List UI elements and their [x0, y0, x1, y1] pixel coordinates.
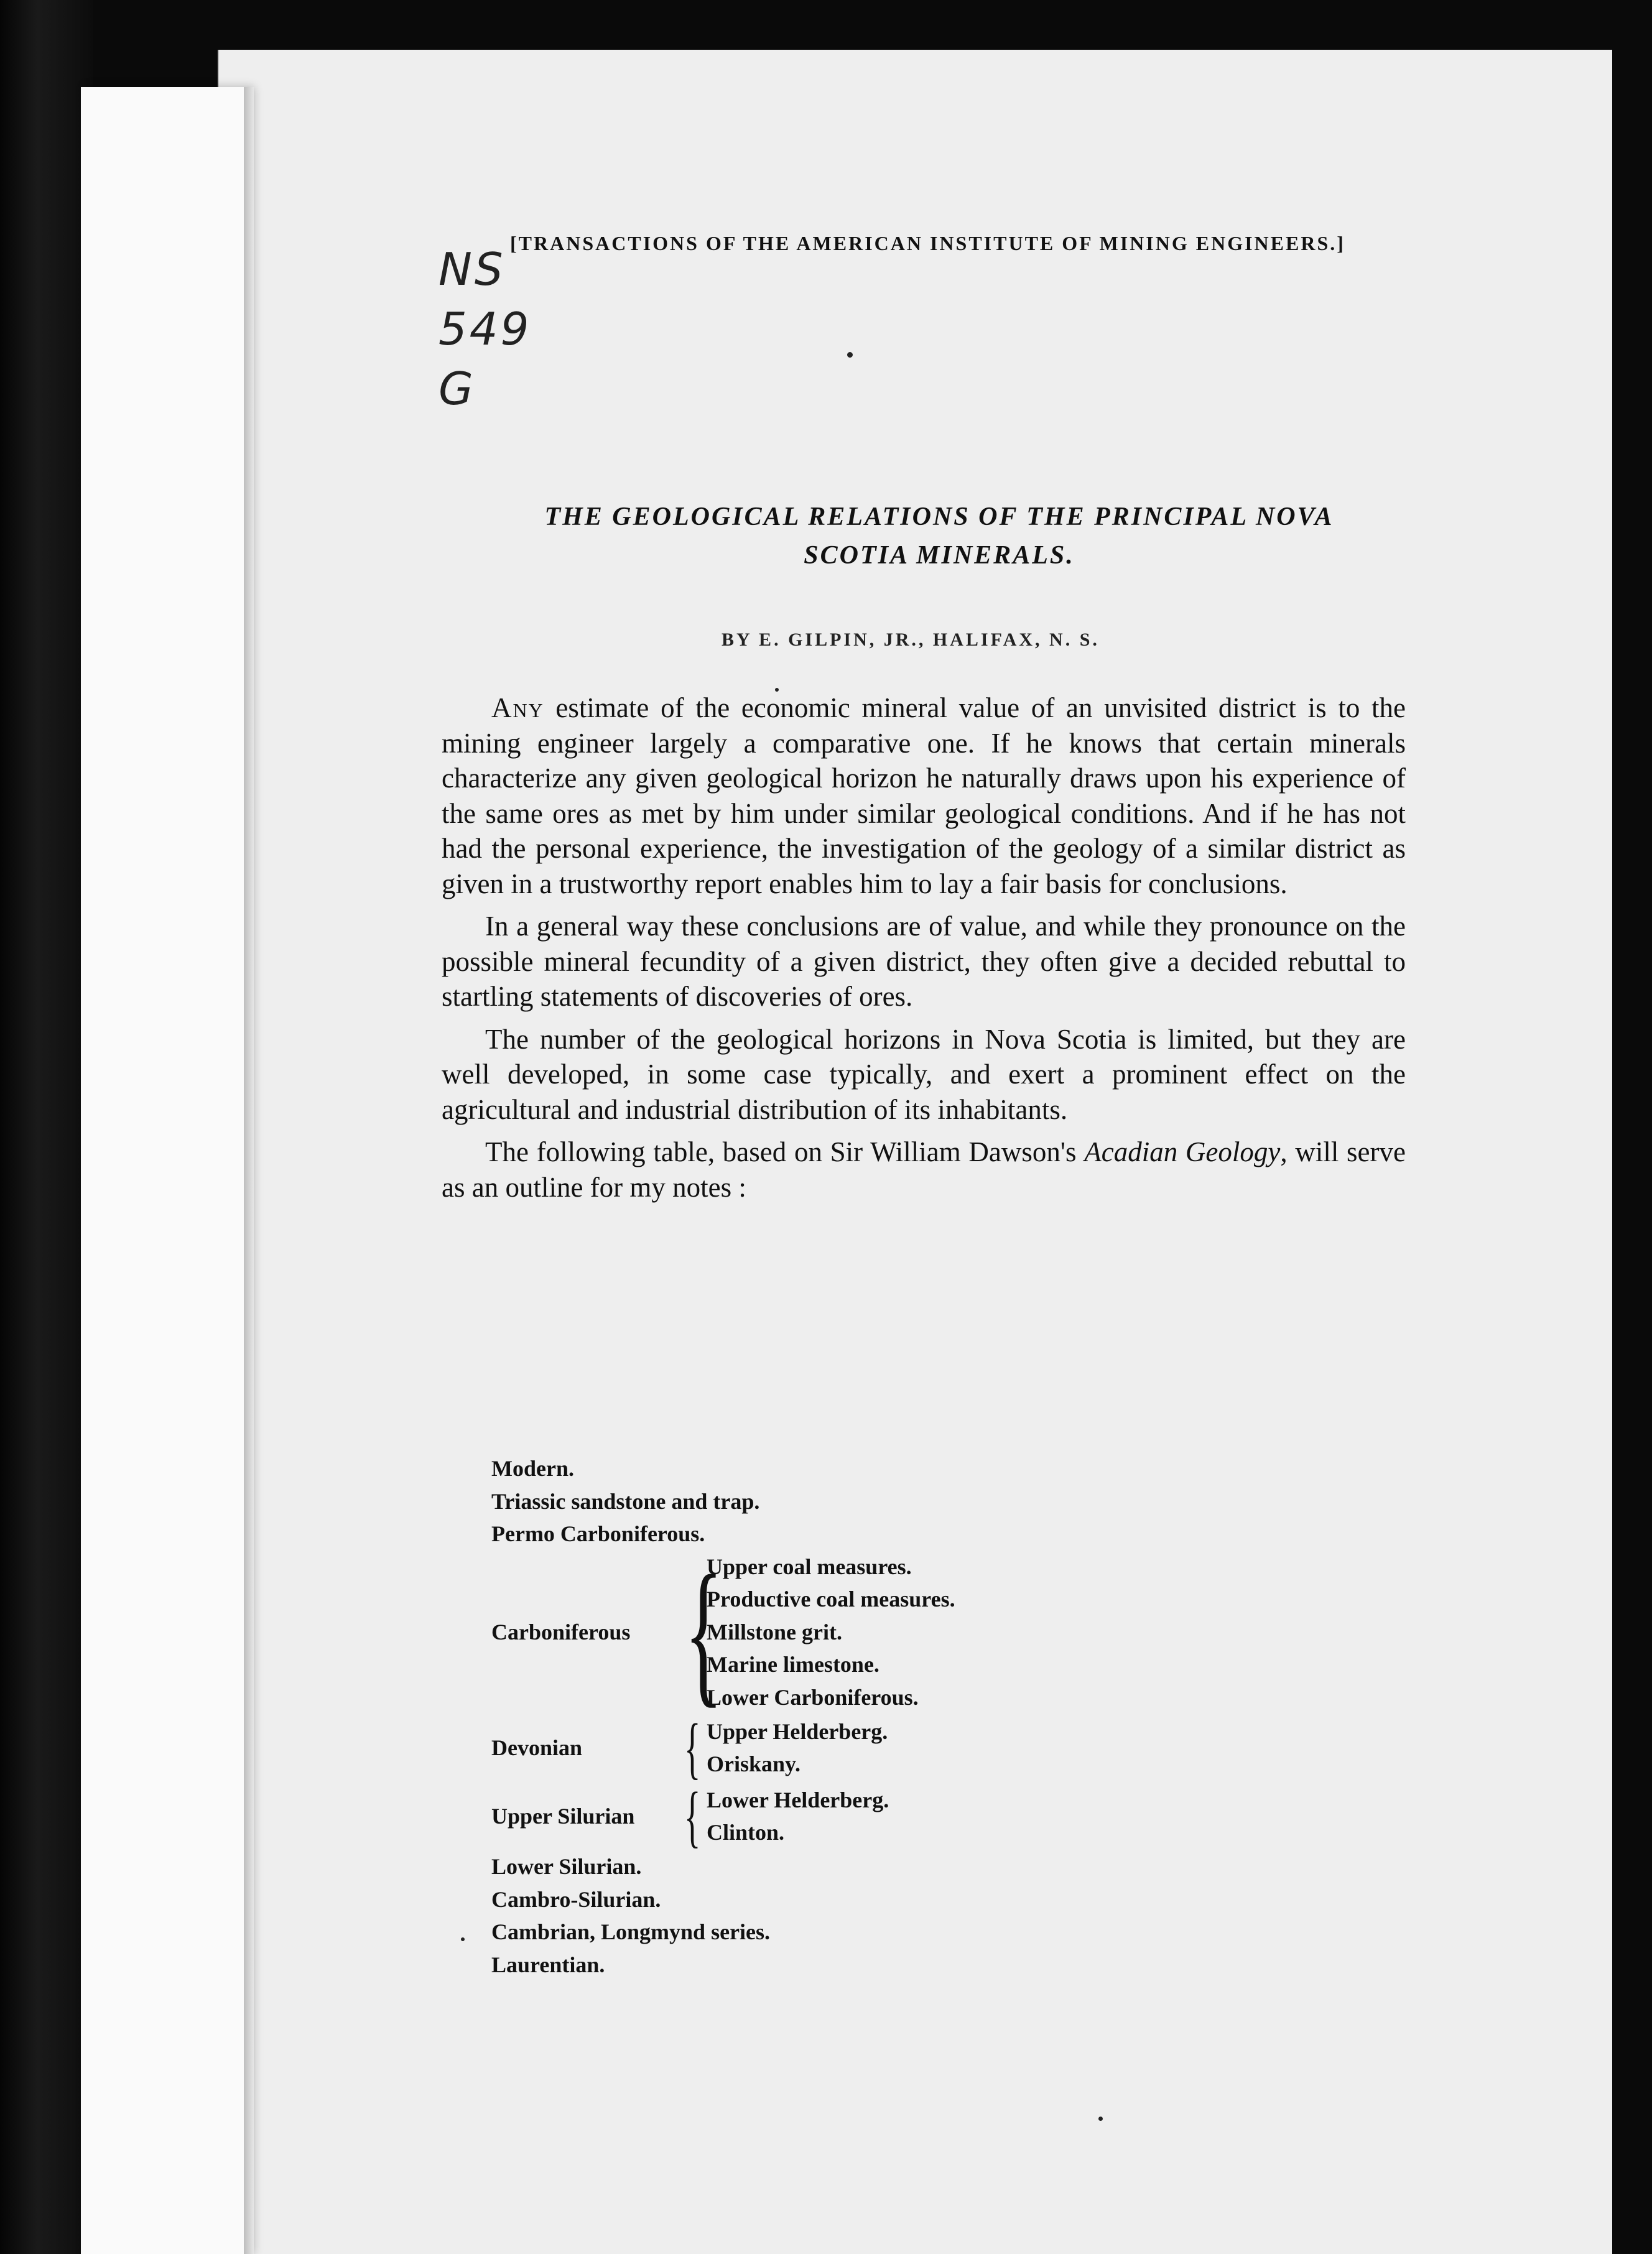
table-group-upper-silurian: [491, 1778, 955, 1854]
page-binding-strip: [81, 87, 250, 2254]
table-group-devonian: [491, 1710, 955, 1786]
table-row: Lower Helderberg.: [707, 1787, 889, 1812]
brace-icon: {: [684, 1710, 701, 1786]
group-items: [703, 1715, 888, 1781]
table-row: Cambro-Silurian.: [491, 1886, 661, 1912]
group-items: [703, 1551, 955, 1714]
table-row: Productive coal measures.: [707, 1587, 955, 1612]
drop-lead-word: Any: [491, 692, 544, 723]
group-label: Carboniferous: [491, 1619, 631, 1644]
table-row: Cambrian, Longmynd series.: [491, 1919, 771, 1944]
brace-icon: {: [684, 1542, 723, 1722]
table-row: Upper coal measures.: [707, 1554, 912, 1579]
table-row: Triassic sandstone and trap.: [491, 1488, 760, 1514]
binding-edge: [244, 87, 254, 2254]
table-row: Lower Silurian.: [491, 1854, 642, 1879]
paragraph: In a general way these conclusions are of value, and while they pronounce on the possible mineral fecundity of a given district, they often give a decided rebuttal to startling statements of discoveries of ores.: [442, 911, 1406, 1012]
table-row: Laurentian.: [491, 1952, 605, 1977]
article-body: [442, 690, 1406, 1212]
article-title: [454, 498, 1424, 575]
handwritten-catalog-note: [439, 239, 531, 419]
group-items: [703, 1784, 889, 1849]
paragraph: The number of the geological horizons in Nova Scotia is limited, but they are well developed, in some case typically, and exert a prominent effect on the agricultural and industrial distribution of its inhabitants.: [442, 1023, 1406, 1125]
table-row: Lower Carboniferous.: [707, 1684, 919, 1710]
title-line-1: THE GEOLOGICAL RELATIONS OF THE PRINCIPAL NOVA: [544, 503, 1334, 531]
handwritten-line: NS: [439, 243, 506, 295]
table-row: Modern.: [491, 1456, 574, 1481]
table-row: Upper Helderberg.: [707, 1718, 888, 1744]
table-row: Clinton.: [707, 1820, 785, 1845]
title-line-2: SCOTIA MINERALS.: [804, 541, 1075, 570]
table-row: Marine limestone.: [707, 1652, 879, 1677]
handwritten-line: G: [439, 363, 476, 415]
table-group-carboniferous: [491, 1542, 955, 1722]
handwritten-line: 549: [439, 303, 532, 355]
paragraph-text: estimate of the economic mineral value of an unvisited district is to the mining engineer largely a comparative one. If he knows that certain minerals characterize any given geological horizon he naturally draws upon his experience of the same ores as met by him under similar geological conditions. And if he has not had the personal experience, the investigation of the geology of a similar district as given in a trustworthy report enables him to lay a fair basis for conclusions.: [442, 692, 1406, 899]
author-byline: BY E. GILPIN, JR., HALIFAX, N. S.: [722, 629, 1100, 650]
paragraph-text: , will serve as an outline for my notes :: [442, 1136, 1406, 1203]
scanner-background: [0, 0, 93, 2254]
table-row: Permo Carboniferous.: [491, 1521, 705, 1546]
paragraph: [442, 1134, 1406, 1205]
book-title: Acadian Geology: [1084, 1136, 1281, 1167]
journal-header: [TRANSACTIONS OF THE AMERICAN INSTITUTE OF MINING ENGINEERS.]: [510, 232, 1345, 254]
group-label: Devonian: [491, 1735, 583, 1760]
table-row: Oriskany.: [707, 1751, 801, 1776]
group-label: Upper Silurian: [491, 1803, 635, 1829]
print-speck: [847, 352, 853, 358]
print-speck: [461, 1937, 465, 1941]
geological-table: [491, 1452, 955, 1981]
print-speck: [1098, 2117, 1103, 2121]
brace-icon: {: [684, 1778, 701, 1854]
paragraph: [442, 690, 1406, 901]
table-row: Millstone grit.: [707, 1619, 842, 1644]
paragraph-text: The following table, based on Sir William Dawson's: [485, 1136, 1085, 1167]
